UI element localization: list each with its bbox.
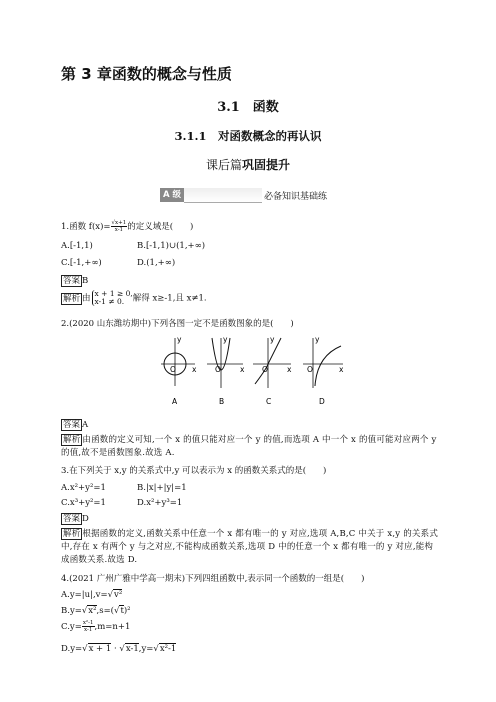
practice-heading-suffix: 巩固提升 bbox=[242, 158, 291, 172]
svg-text:B: B bbox=[219, 397, 225, 406]
q2-graphs bbox=[155, 332, 355, 412]
svg-text:y: y bbox=[223, 335, 228, 344]
q1-brace-line1: x + 1 ≥ 0, bbox=[94, 289, 133, 298]
q1-text-post: 的定义域是( ) bbox=[127, 222, 194, 232]
svg-text:x: x bbox=[339, 365, 344, 374]
q4-option-c: C.y= $\frac{\text{x²-1}}{x-1},m=n+1$ bbox=[61, 620, 131, 633]
q3-option-b: B.|x|+|y|=1 bbox=[137, 483, 187, 493]
q3-option-c: C.x³+y²=1 bbox=[61, 498, 106, 508]
q3-option-d: D.x²+y³=1 bbox=[137, 498, 183, 508]
q4-option-a: A.y=|u|,v=√v² bbox=[61, 590, 123, 600]
svg-text:O: O bbox=[307, 365, 313, 374]
section-title: 3.1 函数 bbox=[217, 100, 279, 115]
answer-tag: 答案 bbox=[63, 514, 81, 524]
q1-system-brace bbox=[92, 290, 133, 306]
level-divider bbox=[184, 188, 262, 203]
svg-text:C: C bbox=[266, 397, 272, 406]
q4-option-b: B.y=√x²,s=(√t)² bbox=[61, 606, 131, 616]
svg-text:y: y bbox=[315, 335, 320, 344]
q1-brace-line2: x-1 ≠ 0. bbox=[94, 297, 125, 306]
chapter-title: 第 3 章函数的概念与性质 bbox=[61, 65, 232, 83]
q2-answer bbox=[61, 419, 88, 431]
analysis-tag: 解析 bbox=[63, 293, 81, 304]
q1-fraction bbox=[111, 220, 128, 233]
svg-text:D: D bbox=[319, 397, 325, 406]
q2-analysis-text: 由函数的定义可知,一个 x 的值只能对应一个 y 的值,而选项 A 中一个 x 的值可能对应两个 y 的值,故不是函数图象.故选 A. bbox=[61, 435, 437, 458]
q3-analysis bbox=[61, 528, 441, 567]
q3-stem: 3.在下列关于 x,y 的关系式中,y 可以表示为 x 的函数关系式的是( ) bbox=[61, 466, 327, 476]
svg-text:O: O bbox=[215, 365, 221, 374]
svg-text:y: y bbox=[270, 335, 275, 344]
q1-analysis-post: 解得 x≥-1,且 x≠1. bbox=[132, 293, 207, 304]
svg-text:y: y bbox=[177, 335, 182, 344]
q1-answer bbox=[61, 275, 88, 287]
svg-text:A: A bbox=[172, 397, 178, 406]
q2-stem: 2.(2020 山东潍坊期中)下列各图一定不是函数图象的是( ) bbox=[61, 319, 294, 329]
practice-heading-prefix: 课后篇 bbox=[205, 158, 242, 172]
q3-answer bbox=[61, 513, 89, 525]
q1-option-d: D.(1,+∞) bbox=[137, 258, 176, 268]
answer-tag: 答案 bbox=[63, 420, 81, 430]
subsection-title: 3.1.1 对函数概念的再认识 bbox=[174, 129, 322, 143]
q1-option-a: A.[-1,1) bbox=[61, 241, 93, 251]
graph-c bbox=[253, 335, 292, 406]
q1-frac-num: √x+1 bbox=[111, 220, 127, 226]
graph-d bbox=[303, 335, 344, 406]
level-badge: A 级 bbox=[160, 188, 184, 202]
answer-tag: 答案 bbox=[63, 276, 81, 286]
q3-analysis-text: 根据函数的定义,函数关系中任意一个 x 都有唯一的 y 对应,选项 A,B,C 中关于 x,y 的关系式中,存在 x 有两个 y 与之对应,不能构成函数关系,选项 D 中的任意一个 x 都有唯一的 y 对应,能构成函数关系.故选 D. bbox=[61, 529, 439, 565]
level-label: 必备知识基础练 bbox=[264, 191, 328, 202]
q4-option-d: D.y=√x + 1 · √x-1,y=√x²-1 bbox=[61, 644, 177, 654]
q3-answer-value: D bbox=[82, 514, 89, 524]
svg-text:x: x bbox=[287, 365, 292, 374]
q3-option-a: A.x²+y²=1 bbox=[61, 483, 106, 493]
svg-text:O: O bbox=[170, 365, 176, 374]
q2-analysis bbox=[61, 434, 441, 460]
svg-text:O: O bbox=[262, 365, 268, 374]
practice-heading bbox=[0, 156, 496, 173]
q1-answer-value: B bbox=[82, 276, 89, 286]
q4-stem: 4.(2021 广州广雅中学高一期末)下列四组函数中,表示同一个函数的一组是( ) bbox=[61, 574, 365, 584]
q1-stem bbox=[61, 220, 193, 233]
q1-analysis bbox=[61, 290, 207, 306]
q2-answer-value: A bbox=[82, 420, 89, 430]
q1-option-b: B.[-1,1)∪(1,+∞) bbox=[137, 241, 206, 251]
svg-text:x: x bbox=[240, 365, 245, 374]
analysis-tag: 解析 bbox=[63, 529, 81, 539]
q4-c-fraction: $\frac{\text{x²-1}}{x-1}$ bbox=[82, 620, 94, 633]
graph-a bbox=[161, 335, 197, 406]
graph-b bbox=[207, 335, 245, 406]
q1-analysis-pre: 由 bbox=[82, 293, 91, 304]
q1-option-c: C.[-1,+∞) bbox=[61, 258, 102, 268]
q1-frac-den: x-1 bbox=[114, 227, 124, 233]
svg-text:x: x bbox=[192, 365, 197, 374]
analysis-tag: 解析 bbox=[63, 435, 81, 445]
level-banner bbox=[160, 186, 327, 204]
q1-text-pre: 1.函数 f(x)= bbox=[61, 222, 111, 232]
